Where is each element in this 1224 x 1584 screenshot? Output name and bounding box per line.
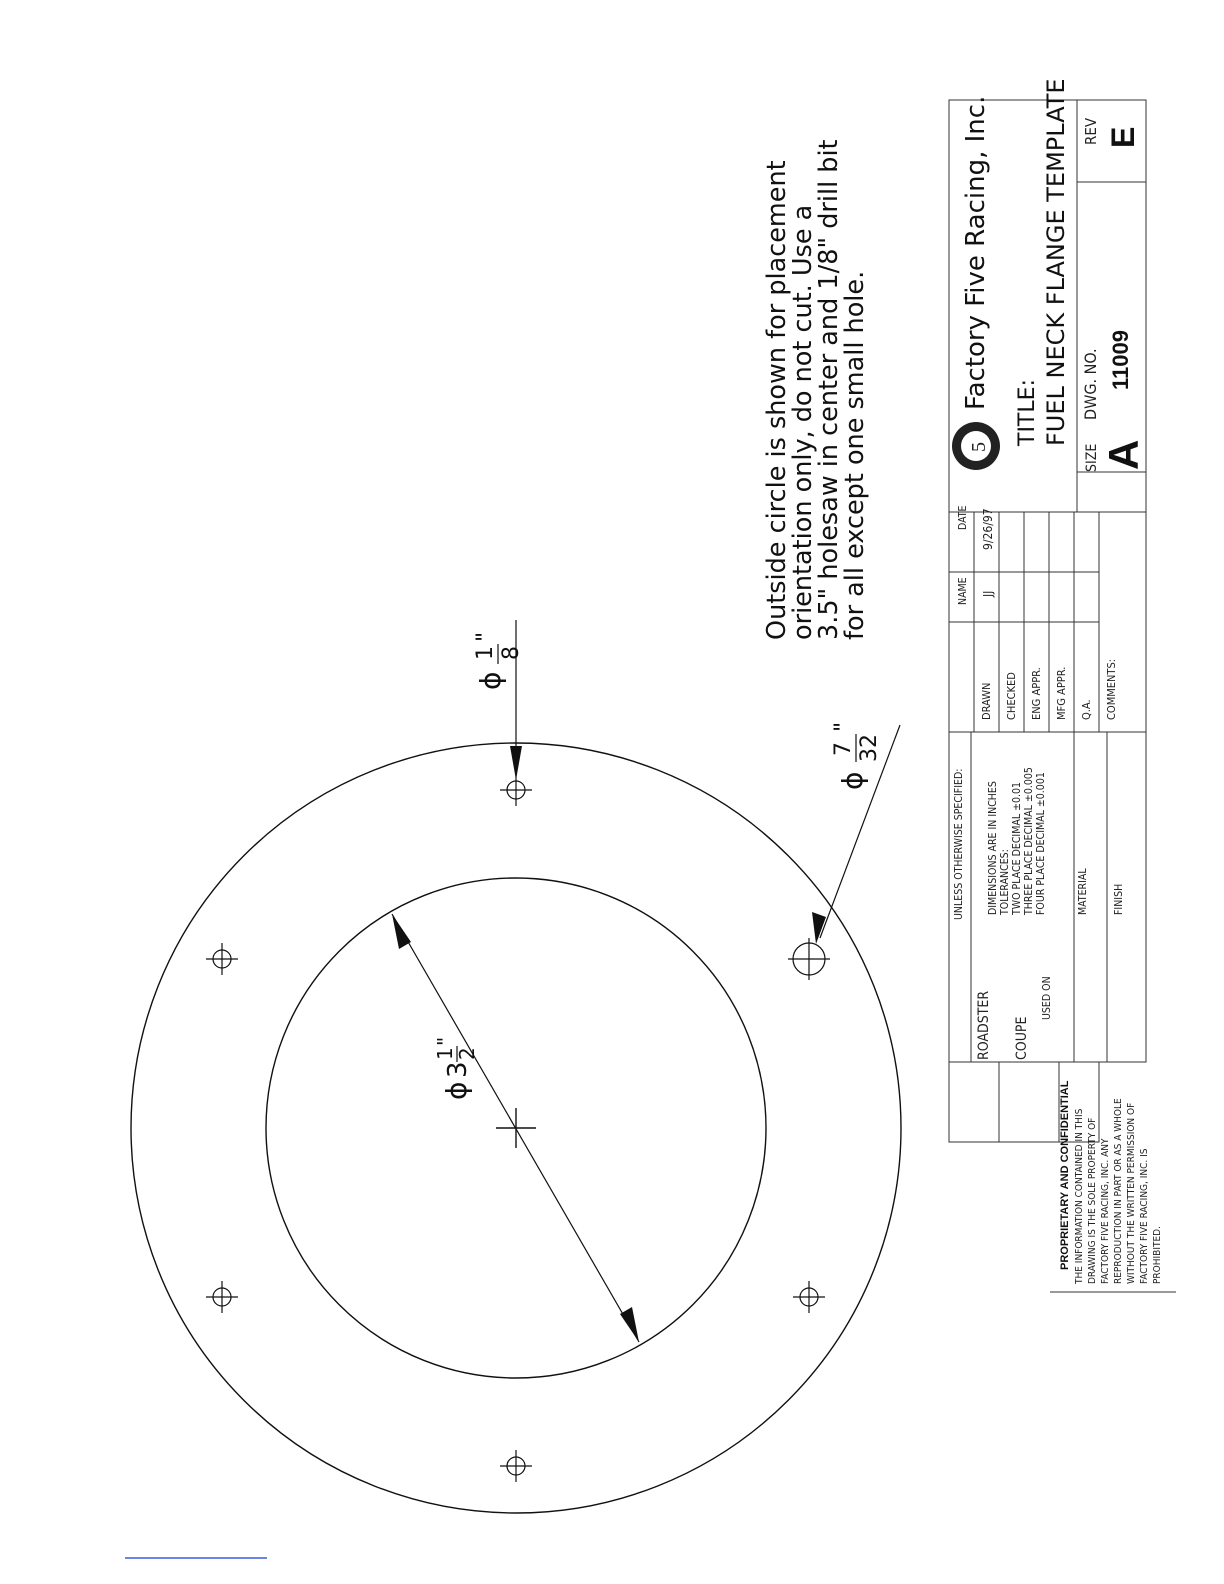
tolerance-line: TWO PLACE DECIMAL ±0.01 <box>1011 781 1023 915</box>
bolt-hole <box>206 1281 238 1313</box>
proprietary-line: DRAWING IS THE SOLE PROPERTY OF <box>1087 1117 1098 1284</box>
inner-diameter-line <box>392 914 639 1342</box>
drawn-name: JJ <box>981 590 995 597</box>
svg-text:5: 5 <box>968 442 990 452</box>
unless-label: UNLESS OTHERWISE SPECIFIED: <box>953 768 965 920</box>
proprietary-line: THE INFORMATION CONTAINED IN THIS <box>1074 1108 1085 1284</box>
dwg-no-value: 11009 <box>1108 330 1133 390</box>
dim-denominator: 8 <box>499 646 524 660</box>
company-logo <box>952 422 1000 470</box>
dim-whole: 3 <box>443 1061 473 1078</box>
proprietary-line: PROHIBITED. <box>1152 1226 1163 1284</box>
name-header: NAME <box>957 577 969 605</box>
dim-symbol: ϕ <box>836 771 869 790</box>
arrowheads <box>392 746 826 1342</box>
note-line: Outside circle is shown for placement <box>762 160 792 640</box>
proprietary-line: FACTORY FIVE RACING, INC. IS <box>1139 1148 1150 1284</box>
tolerance-line: DIMENSIONS ARE IN INCHES <box>987 781 999 915</box>
dim-numerator: 1 <box>433 1047 457 1060</box>
rev-value: E <box>1105 126 1141 148</box>
rev-label: REV <box>1082 117 1100 145</box>
dim-small-hole <box>831 722 882 790</box>
date-header: DATE <box>957 505 969 530</box>
bolt-hole <box>500 1450 532 1482</box>
dim-symbol: ϕ <box>440 1081 473 1100</box>
proprietary-line: REPRODUCTION IN PART OR AS A WHOLE <box>1113 1098 1124 1284</box>
comments-label: COMMENTS: <box>1105 658 1118 720</box>
qa-label: Q.A. <box>1080 699 1093 720</box>
dim-numerator: 7 <box>831 742 856 756</box>
dim-inner-circle <box>433 1037 479 1100</box>
placement-note <box>762 139 870 640</box>
note-line: for all except one small hole. <box>840 270 870 640</box>
large-hole <box>788 938 830 980</box>
proprietary-notice <box>1059 1080 1163 1285</box>
drawing-title: FUEL NECK FLANGE TEMPLATE <box>1042 78 1070 446</box>
eng-appr-label: ENG APPR. <box>1030 667 1043 720</box>
inner-arrow-top <box>392 914 411 949</box>
drawn-label: DRAWN <box>980 682 993 720</box>
tolerance-line: THREE PLACE DECIMAL ±0.005 <box>1023 767 1035 915</box>
company-name: Factory Five Racing, Inc. <box>961 95 991 410</box>
proprietary-line: WITHOUT THE WRITTEN PERMISSION OF <box>1126 1102 1137 1284</box>
note-line: 3.5" holesaw in center and 1/8" drill bit <box>814 139 844 640</box>
proprietary-heading: PROPRIETARY AND CONFIDENTIAL <box>1059 1080 1071 1270</box>
dim-numerator: 1 <box>473 646 498 660</box>
dim-symbol: ϕ <box>474 671 507 690</box>
note-line: orientation only, do not cut. Use a <box>788 204 818 640</box>
inner-arrow-bottom <box>620 1307 639 1342</box>
drawn-date: 9/26/97 <box>981 508 995 550</box>
size-value: A <box>1100 439 1147 470</box>
dwg-no-label: DWG. NO. <box>1081 348 1100 420</box>
used-on-label: USED ON <box>1041 976 1053 1020</box>
tolerance-line: FOUR PLACE DECIMAL ±0.001 <box>1035 772 1047 915</box>
finish-label: FINISH <box>1113 883 1125 915</box>
title-label: TITLE: <box>1015 379 1040 446</box>
dim-unit: " <box>433 1036 457 1046</box>
dim-denominator: 2 <box>455 1047 479 1060</box>
dim-unit: " <box>473 631 498 642</box>
bolt-hole <box>793 1281 825 1313</box>
next-assy-coupe: COUPE <box>1014 1016 1030 1060</box>
mfg-appr-label: MFG APPR. <box>1055 666 1068 720</box>
proprietary-line: FACTORY FIVE RACING, INC. ANY <box>1100 1138 1111 1284</box>
dim-unit: " <box>831 721 856 732</box>
tolerance-line: TOLERANCES: <box>999 849 1011 915</box>
top-hole-arrow <box>510 746 522 780</box>
dimension-lines <box>392 620 900 1342</box>
next-assy-roadster: ROADSTER <box>976 990 992 1060</box>
size-label: SIZE <box>1084 443 1100 472</box>
checked-label: CHECKED <box>1005 672 1018 720</box>
material-label: MATERIAL <box>1077 868 1089 915</box>
dim-denominator: 32 <box>857 734 882 762</box>
bolt-hole <box>206 943 238 975</box>
